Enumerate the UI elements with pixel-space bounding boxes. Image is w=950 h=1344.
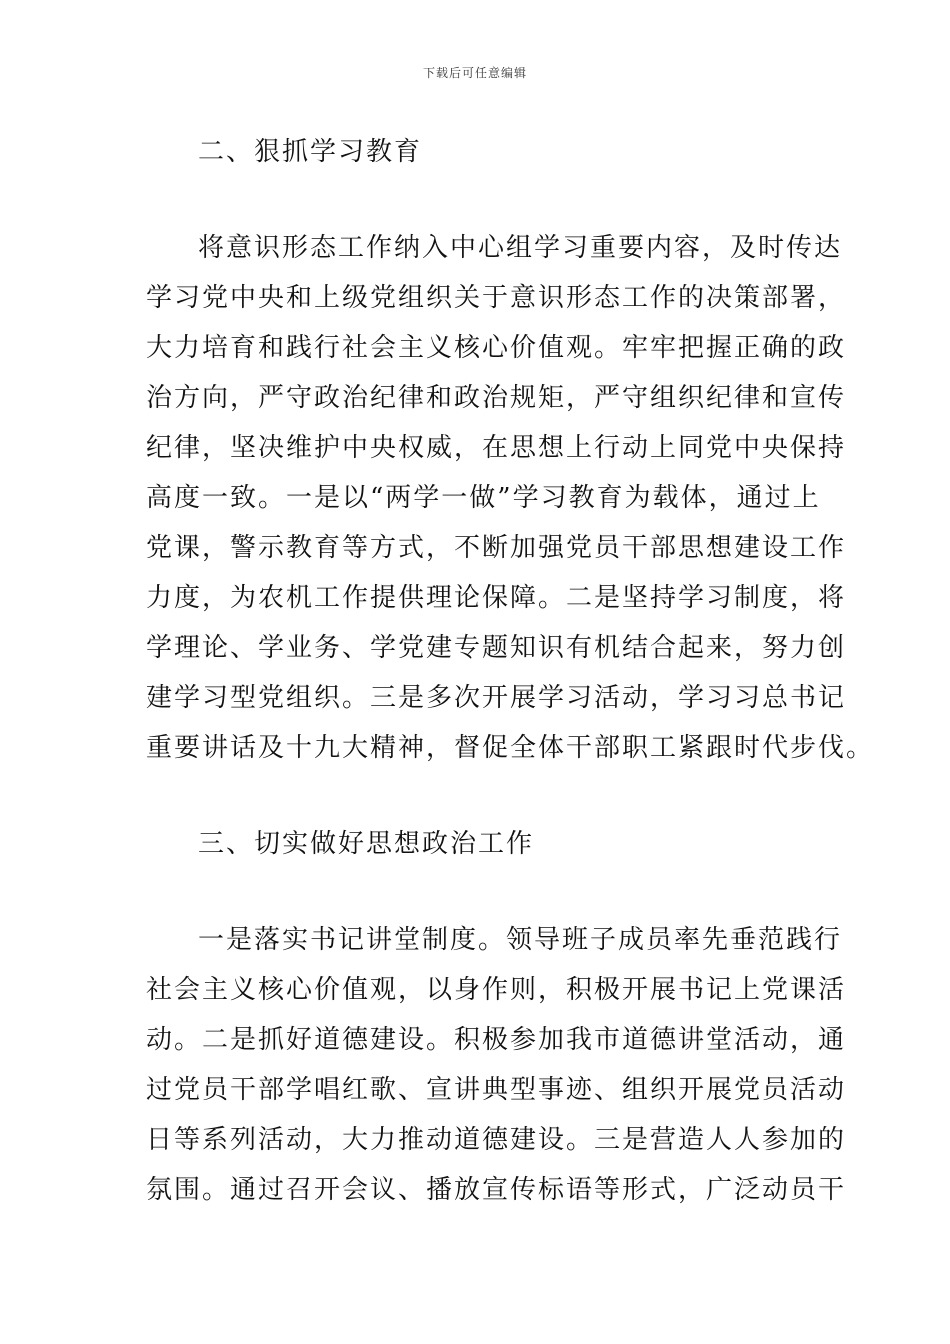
paragraph-section-3	[146, 915, 847, 1215]
paragraph-line: 治方向，严守政治纪律和政治规矩，严守组织纪律和宣传	[146, 383, 847, 413]
paragraph-line: 高度一致。一是以“两学一做”学习教育为载体，通过上	[146, 483, 821, 513]
paragraph-line: 氛围。通过召开会议、播放宣传标语等形式，广泛动员干	[146, 1175, 847, 1205]
paragraph-gap	[146, 177, 806, 223]
section-heading-2: 二、狠抓学习教育	[198, 137, 423, 167]
paragraph-gap	[146, 869, 806, 915]
paragraph-line: 建学习型党组织。三是多次开展学习活动，学习习总书记	[146, 683, 847, 713]
paragraph-line: 社会主义核心价值观，以身作则，积极开展书记上党课活	[146, 975, 847, 1005]
paragraph-line: 过党员干部学唱红歌、宣讲典型事迹、组织开展党员活动	[146, 1075, 847, 1105]
document-body	[146, 127, 875, 1215]
paragraph-line: 学理论、学业务、学党建专题知识有机结合起来，努力创	[146, 633, 847, 663]
paragraph-line: 重要讲话及十九大精神，督促全体干部职工紧跟时代步伐。	[146, 733, 875, 763]
paragraph-line: 动。二是抓好道德建设。积极参加我市道德讲堂活动，通	[146, 1025, 847, 1055]
section-heading-3: 三、切实做好思想政治工作	[198, 829, 535, 859]
paragraph-line: 党课，警示教育等方式，不断加强党员干部思想建设工作	[146, 533, 847, 563]
paragraph-line: 学习党中央和上级党组织关于意识形态工作的决策部署，	[146, 283, 847, 313]
paragraph-line: 纪律，坚决维护中央权威，在思想上行动上同党中央保持	[146, 433, 847, 463]
paragraph-line: 日等系列活动，大力推动道德建设。三是营造人人参加的	[146, 1125, 847, 1155]
paragraph-line: 一是落实书记讲堂制度。领导班子成员率先垂范践行	[198, 925, 843, 955]
paragraph-gap	[146, 773, 806, 819]
page-header-note: 下载后可任意编辑	[422, 66, 527, 80]
paragraph-line: 大力培育和践行社会主义核心价值观。牢牢把握正确的政	[146, 333, 847, 363]
paragraph-section-2	[146, 223, 875, 773]
paragraph-line: 力度，为农机工作提供理论保障。二是坚持学习制度，将	[146, 583, 847, 613]
paragraph-line: 将意识形态工作纳入中心组学习重要内容，及时传达	[198, 233, 843, 263]
